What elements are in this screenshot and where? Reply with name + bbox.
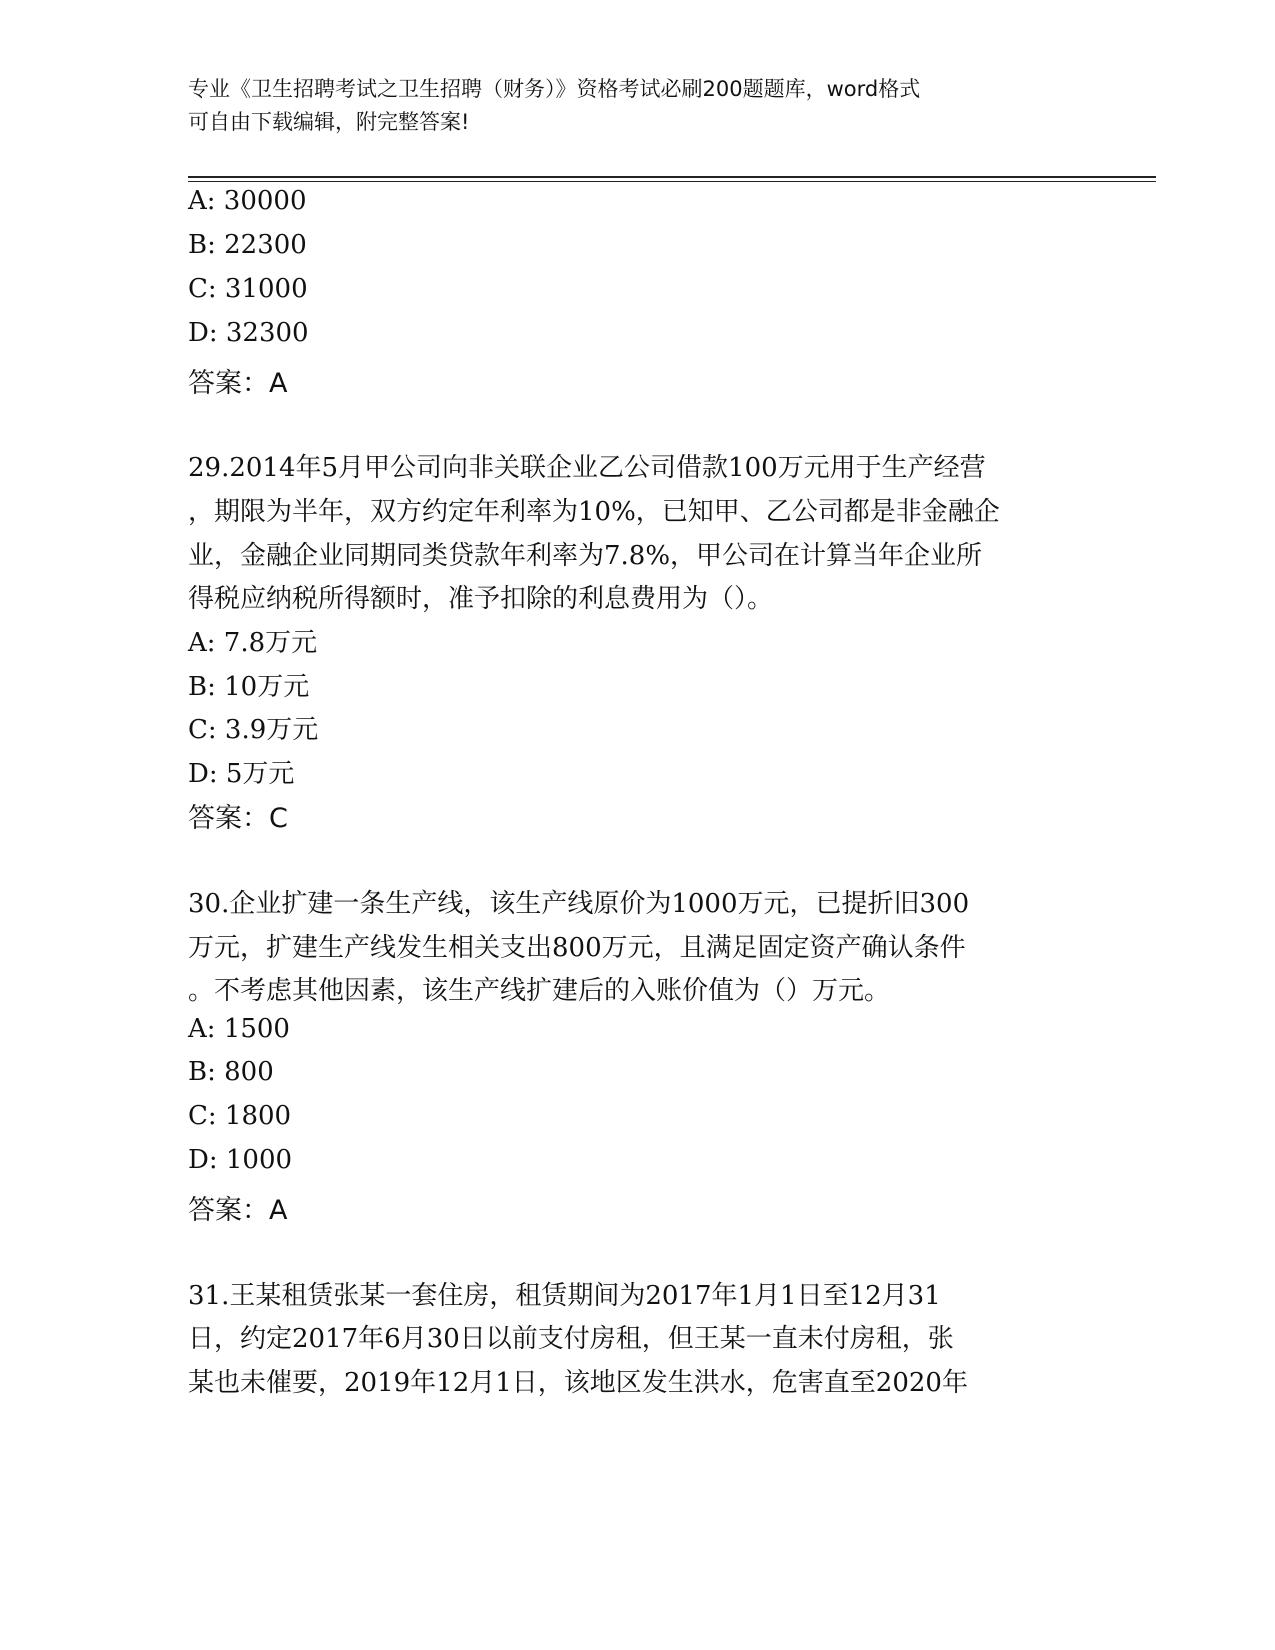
option-d: D: 5万元 [188,759,295,789]
option-c: C: 31000 [188,274,308,304]
option-c: C: 3.9万元 [188,715,319,745]
option-a: A: 7.8万元 [188,628,318,658]
question-text-line: 日，约定2017年6月30日以前支付房租，但王某一直未付房租，张 [188,1324,954,1354]
header-line-1: 专业《卫生招聘考试之卫生招聘（财务）》资格考试必刷200题题库，word格式 [188,77,921,101]
option-c: C: 1800 [188,1101,292,1131]
option-a: A: 30000 [188,186,307,216]
option-a: A: 1500 [188,1014,290,1044]
question-text-line: 得税应纳税所得额时，准予扣除的利息费用为（）。 [188,584,774,614]
option-b: B: 22300 [188,230,307,260]
question-text-line: 31.王某租赁张某一套住房，租赁期间为2017年1月1日至12月31 [188,1281,941,1311]
header-divider-thick [188,176,1156,178]
question-text-line: 万元，扩建生产线发生相关支出800万元，且满足固定资产确认条件 [188,933,966,963]
question-text-line: ，期限为半年，双方约定年利率为10%，已知甲、乙公司都是非金融企 [188,497,1000,527]
question-text-line: 29.2014年5月甲公司向非关联企业乙公司借款100万元用于生产经营 [188,453,986,483]
question-text-line: 。不考虑其他因素，该生产线扩建后的入账价值为（）万元。 [188,976,891,1006]
header-line-2: 可自由下载编辑，附完整答案! [188,110,470,134]
option-b: B: 800 [188,1057,274,1087]
header-divider-thin [188,181,1156,182]
option-d: D: 1000 [188,1145,293,1175]
option-b: B: 10万元 [188,672,310,702]
answer-label: 答案：A [188,1195,288,1226]
question-text-line: 业，金融企业同期同类贷款年利率为7.8%，甲公司在计算当年企业所 [188,541,983,571]
option-d: D: 32300 [188,318,309,348]
answer-label: 答案：C [188,803,288,834]
document-header [188,73,1068,139]
answer-label: 答案：A [188,368,288,399]
question-text-line: 30.企业扩建一条生产线，该生产线原价为1000万元，已提折旧300 [188,889,970,919]
question-text-line: 某也未催要，2019年12月1日，该地区发生洪水，危害直至2020年 [188,1368,968,1398]
